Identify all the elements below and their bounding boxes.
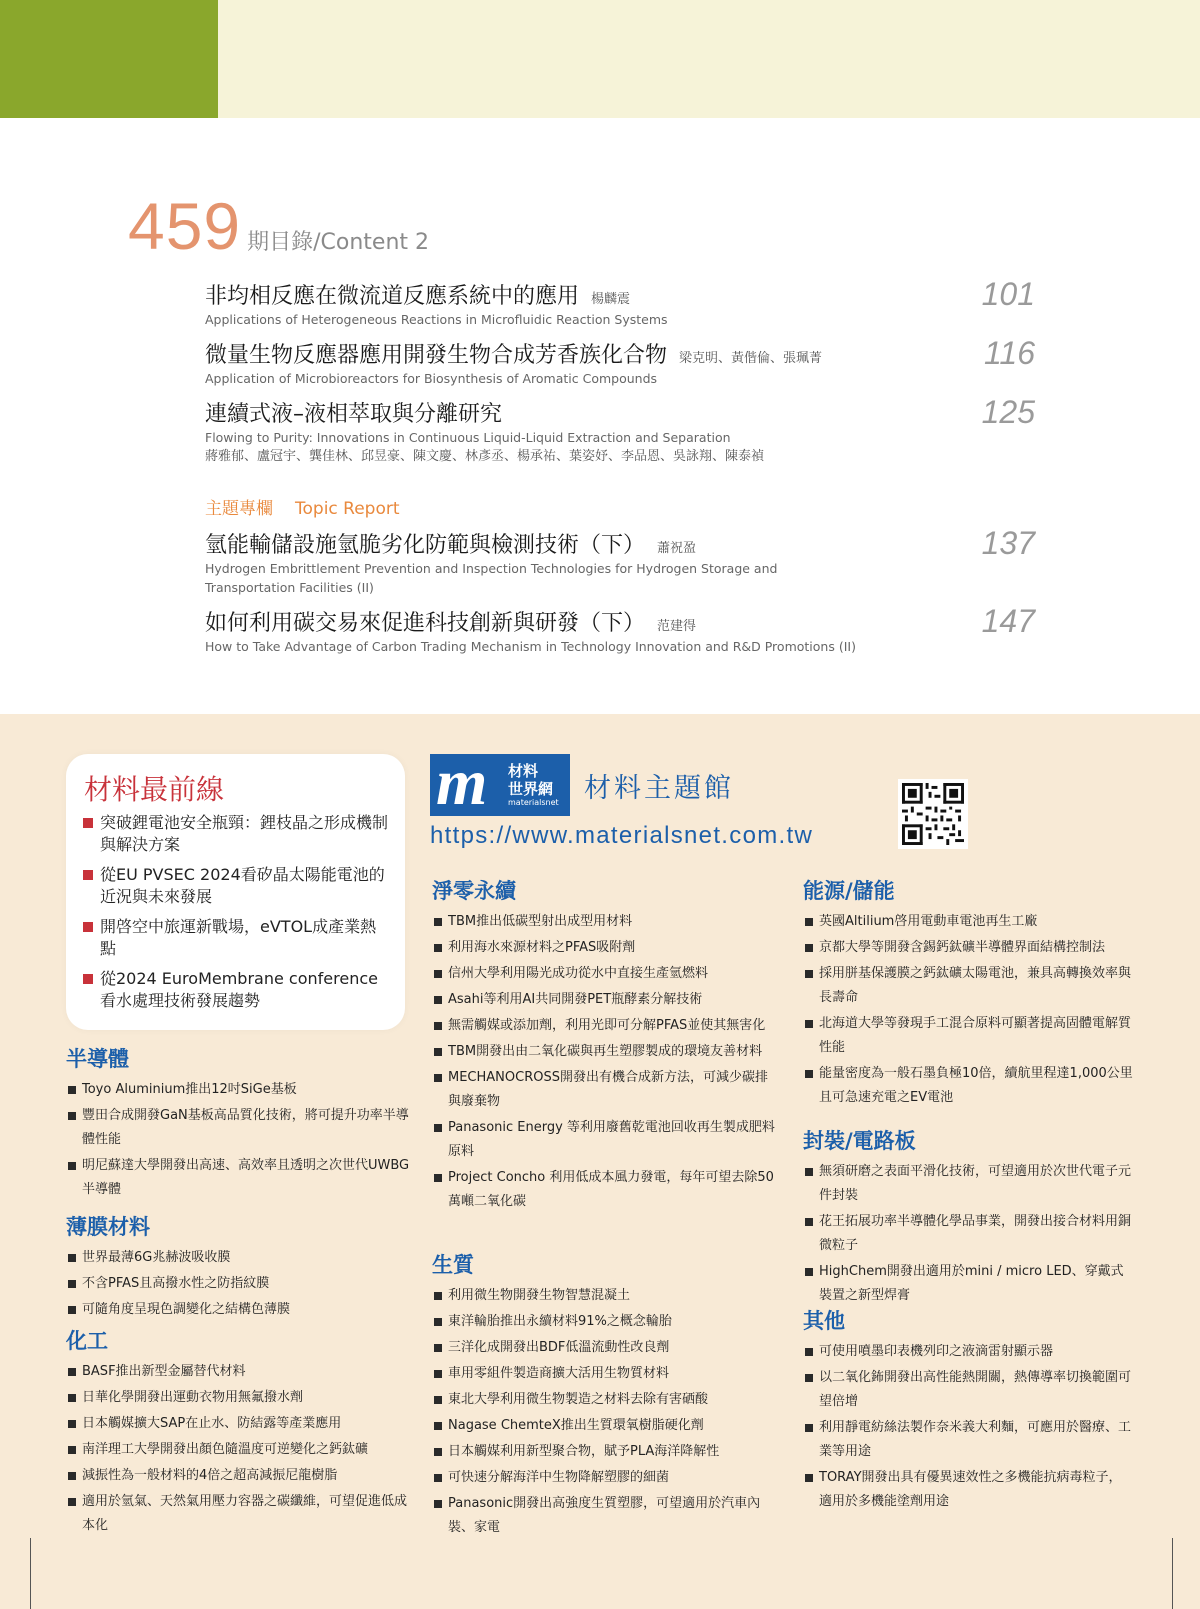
frontline-item[interactable]: 突破鋰電池安全瓶頸：鋰枝晶之形成機制與解決方案: [80, 812, 388, 856]
category-item[interactable]: 可隨角度呈現色調變化之結構色薄膜: [66, 1298, 411, 1322]
category-item[interactable]: 英國Altilium啓用電動車電池再生工廠: [803, 910, 1133, 934]
article-authors: 蔣雅郁、盧冠宇、龔佳林、邱昱豪、陳文慶、林彥丞、楊承祐、葉姿妤、李品恩、吳詠翔、陳泰禎: [205, 449, 765, 464]
category-title: 淨零永續: [432, 879, 516, 903]
article-authors: 范建得: [657, 619, 697, 634]
article-page-number: 116: [983, 335, 1035, 371]
issue-subtitle: 期目錄/Content 2: [247, 230, 430, 255]
category-net-zero: [432, 876, 777, 1216]
category-others: [803, 1306, 1133, 1516]
category-item[interactable]: TORAY開發出具有優異速效性之多機能抗病毒粒子，適用於多機能塗劑用途: [803, 1466, 1133, 1514]
article-item[interactable]: [205, 394, 1035, 467]
category-title: 半導體: [66, 1047, 129, 1071]
frontline-item[interactable]: 開啓空中旅運新戰場，eVTOL成產業熱點: [80, 916, 388, 960]
frontline-item[interactable]: 從2024 EuroMembrane conference看水處理技術發展趨勢: [80, 968, 388, 1012]
category-energy: [803, 876, 1133, 1112]
logo-letter: m: [436, 746, 488, 819]
category-item[interactable]: HighChem開發出適用於mini / micro LED、穿戴式裝置之新型焊膏: [803, 1260, 1133, 1308]
category-item[interactable]: Panasonic Energy 等利用廢舊乾電池回收再生製成肥料原料: [432, 1116, 777, 1164]
theme-hall-title: 材料主題館: [584, 773, 734, 804]
category-item[interactable]: Toyo Aluminium推出12吋SiGe基板: [66, 1078, 411, 1102]
category-item[interactable]: 能量密度為一般石墨負極10倍，續航里程達1,000公里且可急速充電之EV電池: [803, 1062, 1133, 1110]
category-title: 生質: [432, 1253, 474, 1277]
header-green-block: [0, 0, 218, 118]
category-item[interactable]: 東北大學利用微生物製造之材料去除有害硒酸: [432, 1388, 777, 1412]
topic-report-label-en: Topic Report: [295, 499, 400, 519]
category-item[interactable]: BASF推出新型金屬替代材料: [66, 1360, 411, 1384]
category-thin-film: [66, 1212, 411, 1324]
issue-title: [128, 188, 430, 263]
article-english-title: Hydrogen Embrittlement Prevention and Inspection Technologies for Hydrogen Storage and Transportation Facilities (II): [205, 561, 778, 595]
category-item[interactable]: 信州大學利用陽光成功從水中直接生產氫燃料: [432, 962, 777, 986]
category-item[interactable]: 採用胼基保護膜之鈣鈦礦太陽電池，兼具高轉換效率與長壽命: [803, 962, 1133, 1010]
logo-text-cn-2: 世界網: [508, 780, 554, 798]
article-item[interactable]: [205, 335, 1035, 388]
frontline-title: 材料最前線: [84, 773, 225, 806]
category-title: 能源/儲能: [803, 879, 895, 903]
topic-report-label: [205, 494, 422, 519]
category-item[interactable]: 利用微生物開發生物智慧混凝土: [432, 1284, 777, 1308]
category-biomass: [432, 1250, 777, 1542]
category-item[interactable]: 東洋輪胎推出永續材料91%之概念輪胎: [432, 1310, 777, 1334]
logo-text-cn-1: 材料: [508, 762, 539, 780]
category-item[interactable]: 車用零組件製造商擴大活用生物質材料: [432, 1362, 777, 1386]
category-packaging: [803, 1126, 1133, 1310]
article-item[interactable]: [205, 276, 1035, 329]
category-item[interactable]: 北海道大學等發現手工混合原料可顯著提高固體電解質性能: [803, 1012, 1133, 1060]
category-item[interactable]: 世界最薄6G兆赫波吸收膜: [66, 1246, 411, 1270]
category-item[interactable]: 南洋理工大學開發出顏色隨溫度可逆變化之鈣鈦礦: [66, 1438, 411, 1462]
category-item[interactable]: Project Concho 利用低成本風力發電，每年可望去除50萬噸二氧化碳: [432, 1166, 777, 1214]
category-title: 封裝/電路板: [803, 1129, 916, 1153]
article-english-title: Application of Microbioreactors for Biosynthesis of Aromatic Compounds: [205, 371, 658, 386]
category-item[interactable]: 京都大學等開發含錫鈣鈦礦半導體界面結構控制法: [803, 936, 1133, 960]
article-title: 連續式液–液相萃取與分離研究: [205, 402, 503, 427]
qr-code-icon[interactable]: [898, 779, 968, 849]
category-item[interactable]: 花王拓展功率半導體化學品事業，開發出接合材料用銅微粒子: [803, 1210, 1133, 1258]
category-item[interactable]: 適用於氫氣、天然氣用壓力容器之碳纖維，可望促進低成本化: [66, 1490, 411, 1538]
category-item[interactable]: 利用海水來源材料之PFAS吸附劑: [432, 936, 777, 960]
category-item[interactable]: 日華化學開發出運動衣物用無氟撥水劑: [66, 1386, 411, 1410]
category-title: 化工: [66, 1329, 108, 1353]
category-item[interactable]: Panasonic開發出高強度生質塑膠，可望適用於汽車內裝、家電: [432, 1492, 777, 1540]
page-margin-line-right: [1172, 1538, 1173, 1609]
page-margin-line-left: [30, 1538, 31, 1609]
article-authors: 梁克明、黃偕倫、張珮菁: [679, 351, 823, 366]
category-chemical: [66, 1326, 411, 1540]
frontline-list: [80, 812, 388, 1020]
category-item[interactable]: TBM推出低碳型射出成型用材料: [432, 910, 777, 934]
article-english-title: How to Take Advantage of Carbon Trading Mechanism in Technology Innovation and R&D Promotions (II): [205, 639, 856, 654]
article-page-number: 147: [981, 603, 1035, 639]
category-item[interactable]: 利用靜電紡絲法製作奈米義大利麵，可應用於醫療、工業等用途: [803, 1416, 1133, 1464]
logo-text-en: materialsnet: [508, 798, 559, 807]
category-title: 薄膜材料: [66, 1215, 150, 1239]
category-item[interactable]: 減振性為一般材料的4倍之超高減振尼龍樹脂: [66, 1464, 411, 1488]
article-item[interactable]: [205, 603, 1035, 656]
category-item[interactable]: TBM開發出由二氧化碳與再生塑膠製成的環境友善材料: [432, 1040, 777, 1064]
frontline-item[interactable]: 從EU PVSEC 2024看矽晶太陽能電池的近況與未來發展: [80, 864, 388, 908]
article-page-number: 101: [981, 276, 1035, 312]
article-item[interactable]: [205, 525, 1035, 597]
category-item[interactable]: MECHANOCROSS開發出有機合成新方法，可減少碳排與廢棄物: [432, 1066, 777, 1114]
issue-number: 459: [128, 189, 242, 263]
article-title: 如何利用碳交易來促進科技創新與研發（下）: [205, 611, 646, 636]
article-page-number: 125: [981, 394, 1035, 430]
category-item[interactable]: 豐田合成開發GaN基板高品質化技術，將可提升功率半導體性能: [66, 1104, 411, 1152]
category-item[interactable]: 不含PFAS且高撥水性之防指紋膜: [66, 1272, 411, 1296]
category-item[interactable]: 明尼蘇達大學開發出高速、高效率且透明之次世代UWBG半導體: [66, 1154, 411, 1202]
category-item[interactable]: 可使用噴墨印表機列印之液滴雷射顯示器: [803, 1340, 1133, 1364]
materialsnet-logo[interactable]: [430, 746, 570, 819]
website-url-link[interactable]: https://www.materialsnet.com.tw: [430, 822, 814, 849]
article-english-title: Applications of Heterogeneous Reactions in Microfluidic Reaction Systems: [205, 312, 668, 327]
category-semiconductor: [66, 1044, 411, 1204]
article-english-title: Flowing to Purity: Innovations in Continuous Liquid-Liquid Extraction and Separation: [205, 430, 731, 445]
category-item[interactable]: 日本觸媒擴大SAP在止水、防結露等產業應用: [66, 1412, 411, 1436]
frontline-box: [66, 754, 405, 1030]
category-title: 其他: [803, 1309, 845, 1333]
category-item[interactable]: 無須研磨之表面平滑化技術，可望適用於次世代電子元件封裝: [803, 1160, 1133, 1208]
category-item[interactable]: 日本觸媒利用新型聚合物，賦予PLA海洋降解性: [432, 1440, 777, 1464]
article-title: 微量生物反應器應用開發生物合成芳香族化合物: [205, 343, 668, 368]
category-item[interactable]: 可快速分解海洋中生物降解塑膠的細菌: [432, 1466, 777, 1490]
category-item[interactable]: Nagase ChemteX推出生質環氧樹脂硬化劑: [432, 1414, 777, 1438]
qr-code-graphic: [902, 783, 964, 845]
article-authors: 蕭祝盈: [657, 541, 697, 556]
topic-report-label-cn: 主題專欄: [205, 499, 273, 519]
category-item[interactable]: 以二氧化鈽開發出高性能熱開關，熱傳導率切換範圍可望倍增: [803, 1366, 1133, 1414]
article-title: 非均相反應在微流道反應系統中的應用: [205, 284, 580, 309]
category-item[interactable]: 無需觸媒或添加劑，利用光即可分解PFAS並使其無害化: [432, 1014, 777, 1038]
article-page-number: 137: [981, 525, 1035, 561]
category-item[interactable]: Asahi等利用AI共同開發PET瓶酵素分解技術: [432, 988, 777, 1012]
article-authors: 楊麟震: [591, 292, 631, 307]
article-title: 氫能輸儲設施氫脆劣化防範與檢測技術（下）: [205, 533, 646, 558]
category-item[interactable]: 三洋化成開發出BDF低溫流動性改良劑: [432, 1336, 777, 1360]
